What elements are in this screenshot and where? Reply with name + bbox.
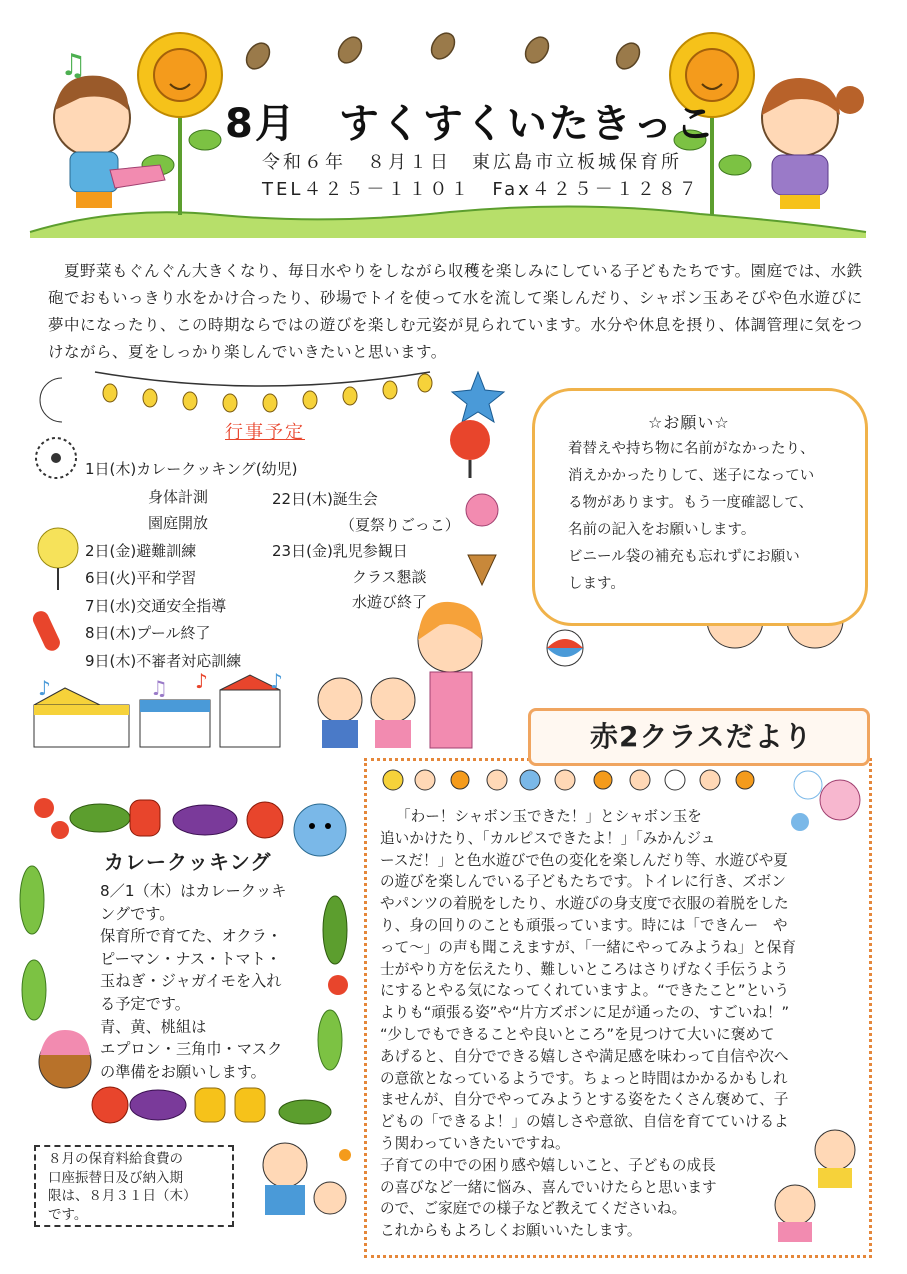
class-news-line: やパンツの着脱をしたり、水遊びの身支度で衣服の着脱をした xyxy=(380,895,789,913)
class-news-line: の喜びなど一緒に悩み、喜んでいけたらと思います xyxy=(380,1178,717,1196)
curry-line: る予定です。 xyxy=(100,994,190,1013)
moon-icon xyxy=(40,378,62,422)
children-festival-icon xyxy=(318,602,482,748)
curry-line: 8／1（木）はカレークッキ xyxy=(100,882,287,900)
schedule-item: 身体計測 xyxy=(148,488,209,506)
class-news-line: よりも“頑張る姿”や“片方ズボンに足が通ったの、すごいね！” xyxy=(380,1004,790,1022)
schedule-title: 行事予定 xyxy=(225,422,305,443)
curry-line: ピーマン・ナス・トマト・ xyxy=(100,949,282,968)
svg-text:♫: ♫ xyxy=(60,48,87,83)
request-line: します。 xyxy=(568,576,625,592)
class-news-line: り、身の回りのことも頑張っています。時には「できんー や xyxy=(380,916,788,934)
request-line: 消えかかったりして、迷子になってい xyxy=(568,468,815,484)
class-news-line: 子育ての中での困り感や嬉しいこと、子どもの成長 xyxy=(380,1156,716,1174)
request-line: 着替えや持ち物に名前がなかったり、 xyxy=(568,441,815,457)
schedule-item: 23日(金)乳児参観日 xyxy=(272,542,408,560)
fireworks-icon xyxy=(36,438,76,478)
fee-line: 限は、８月３１日（木） xyxy=(48,1188,197,1204)
schedule-item: 園庭開放 xyxy=(148,514,209,532)
date-line: 令和６年 ８月１日 東広島市立板城保育所 xyxy=(262,152,682,173)
music-note-icon xyxy=(60,48,87,83)
class-news-line: あげると、自分でできる嬉しさや満足感を味わって自信や次へ xyxy=(380,1047,789,1065)
curry-line: ングです。 xyxy=(100,904,175,923)
fee-line: ８月の保育料給食費の xyxy=(48,1151,183,1167)
spinning-top-icon xyxy=(468,555,496,585)
class-news-line: どもの「できるよ！」の嬉しさや意欲、自信を育てていけるよ xyxy=(380,1113,789,1131)
curry-body xyxy=(100,880,306,1083)
water-balloon-icon xyxy=(466,494,498,526)
schedule-item: （夏祭りごっこ） xyxy=(340,516,460,534)
sunflower-icon xyxy=(138,33,222,215)
class-news-line: ませんが、自分でやってみようとする姿をたくさん褒めて、子 xyxy=(380,1091,789,1109)
class-news-line: “少しでもできることや良いところ”を見つけて大いに褒めて xyxy=(380,1025,775,1043)
fee-line: 口座振替日及び納入期 xyxy=(48,1169,183,1186)
schedule-item: 22日(木)誕生会 xyxy=(272,490,378,508)
sun-icon xyxy=(339,1149,351,1161)
grass-ground xyxy=(30,206,866,238)
schedule-item: 6日(火)平和学習 xyxy=(85,569,197,587)
curry-title: カレークッキング xyxy=(104,850,272,874)
curry-line: エプロン・三角巾・マスク xyxy=(100,1040,283,1059)
svg-text:♪: ♪ xyxy=(38,676,51,700)
intro-text: 夏野菜もぐんぐん大きくなり、毎日水やりをしながら収穫を楽しみにしている子どもたちです。園庭では、水鉄砲でおもいっきり水をかけ合ったり、砂場でトイを使って水を流して楽しんだり、シャボン玉あそびや色水遊びに夢中になったり、この時期ならではの遊びを楽しむ元姿が見られています。水分や休息を摂り、体調管理に気をつけながら、夏をしっかり楽しんでいきたいと思います。 xyxy=(48,262,863,361)
schedule-item: 1日(木)カレークッキング(幼児) xyxy=(85,460,298,478)
fee-line: です。 xyxy=(48,1206,88,1223)
fan-icon xyxy=(450,420,490,478)
class-news-line: って～」の声も聞こえますが、「一緒にやってみようね」と保育 xyxy=(380,938,796,956)
page-title: 8月 すくすくいたきっこ xyxy=(225,101,717,147)
schedule-item: 2日(金)避難訓練 xyxy=(85,542,197,560)
request-body xyxy=(568,436,858,598)
class-news-line: 士がやり方を伝えたり、難しいところはさりげなく手伝うよう xyxy=(380,960,789,978)
svg-text:♪: ♪ xyxy=(270,669,283,693)
request-line: 名前の記入をお願いします。 xyxy=(568,522,756,538)
class-news-line: ので、ご家庭での様子など教えてくださいね。 xyxy=(380,1200,687,1218)
curry-line: 青、黄、桃組は xyxy=(100,1017,207,1036)
schedule-item: クラス懇談 xyxy=(352,568,427,586)
curry-line: 保育所で育てた、オクラ・ xyxy=(100,927,282,946)
class-news-line: ースだ！」と色水遊びで色の変化を楽しんだり等、水遊びや夏 xyxy=(380,851,788,869)
svg-text:♪: ♪ xyxy=(195,669,208,693)
svg-text:♫: ♫ xyxy=(150,676,168,700)
request-line: る物があります。もう一度確認して、 xyxy=(568,495,814,511)
intro-paragraph xyxy=(48,258,866,366)
schedule-item: 8日(木)プール終了 xyxy=(85,624,211,642)
request-title: ☆お願い☆ xyxy=(648,413,730,432)
corndog-icon xyxy=(30,608,62,653)
class-news-line: 「わー！シャボン玉できた！」とシャボン玉を xyxy=(396,808,702,825)
beach-ball-icon xyxy=(547,630,583,666)
cotton-candy-icon xyxy=(38,528,78,590)
schedule-item: 水遊び終了 xyxy=(352,593,428,611)
class-news-line: にするとやる気になってくれていますよ。“できたこと”という xyxy=(380,982,790,1000)
star-icon xyxy=(452,372,504,422)
class-news-line: の遊びを楽しんでいる子どもたちです。トイレに行き、ズボン xyxy=(380,873,786,891)
fee-notice xyxy=(34,1145,234,1227)
child-with-tomato-icon xyxy=(39,1030,91,1088)
class-news-line: これからもよろしくお願いいたします。 xyxy=(380,1222,642,1240)
class-news-line: 追いかけたり、「カルピスできたよ！」「みかんジュ xyxy=(380,829,716,847)
curry-line: 玉ねぎ・ジャガイモを入れ xyxy=(100,972,282,991)
class-news-line: う関わっていきたいですね。 xyxy=(380,1134,570,1152)
contact-line: TEL４２５－１１０１ Fax４２５－１２８７ xyxy=(262,179,700,200)
schedule-item: 9日(木)不審者対応訓練 xyxy=(85,652,242,670)
children-harvest-icon xyxy=(263,1143,346,1215)
sunflower-seed-icons xyxy=(242,29,644,73)
class-news-body xyxy=(380,806,858,1242)
curry-line: の準備をお願いします。 xyxy=(100,1062,266,1081)
mascot-character-icon xyxy=(294,804,346,856)
girl-icon xyxy=(762,78,864,209)
class-news-title: 赤2クラスだより xyxy=(590,720,813,753)
request-line: ビニール袋の補充も忘れずにお願い xyxy=(568,549,800,565)
schedule-item: 7日(水)交通安全指導 xyxy=(85,597,227,615)
class-news-line: の意欲となっているようです。ちょっと時間はかかるかもしれ xyxy=(380,1069,788,1087)
